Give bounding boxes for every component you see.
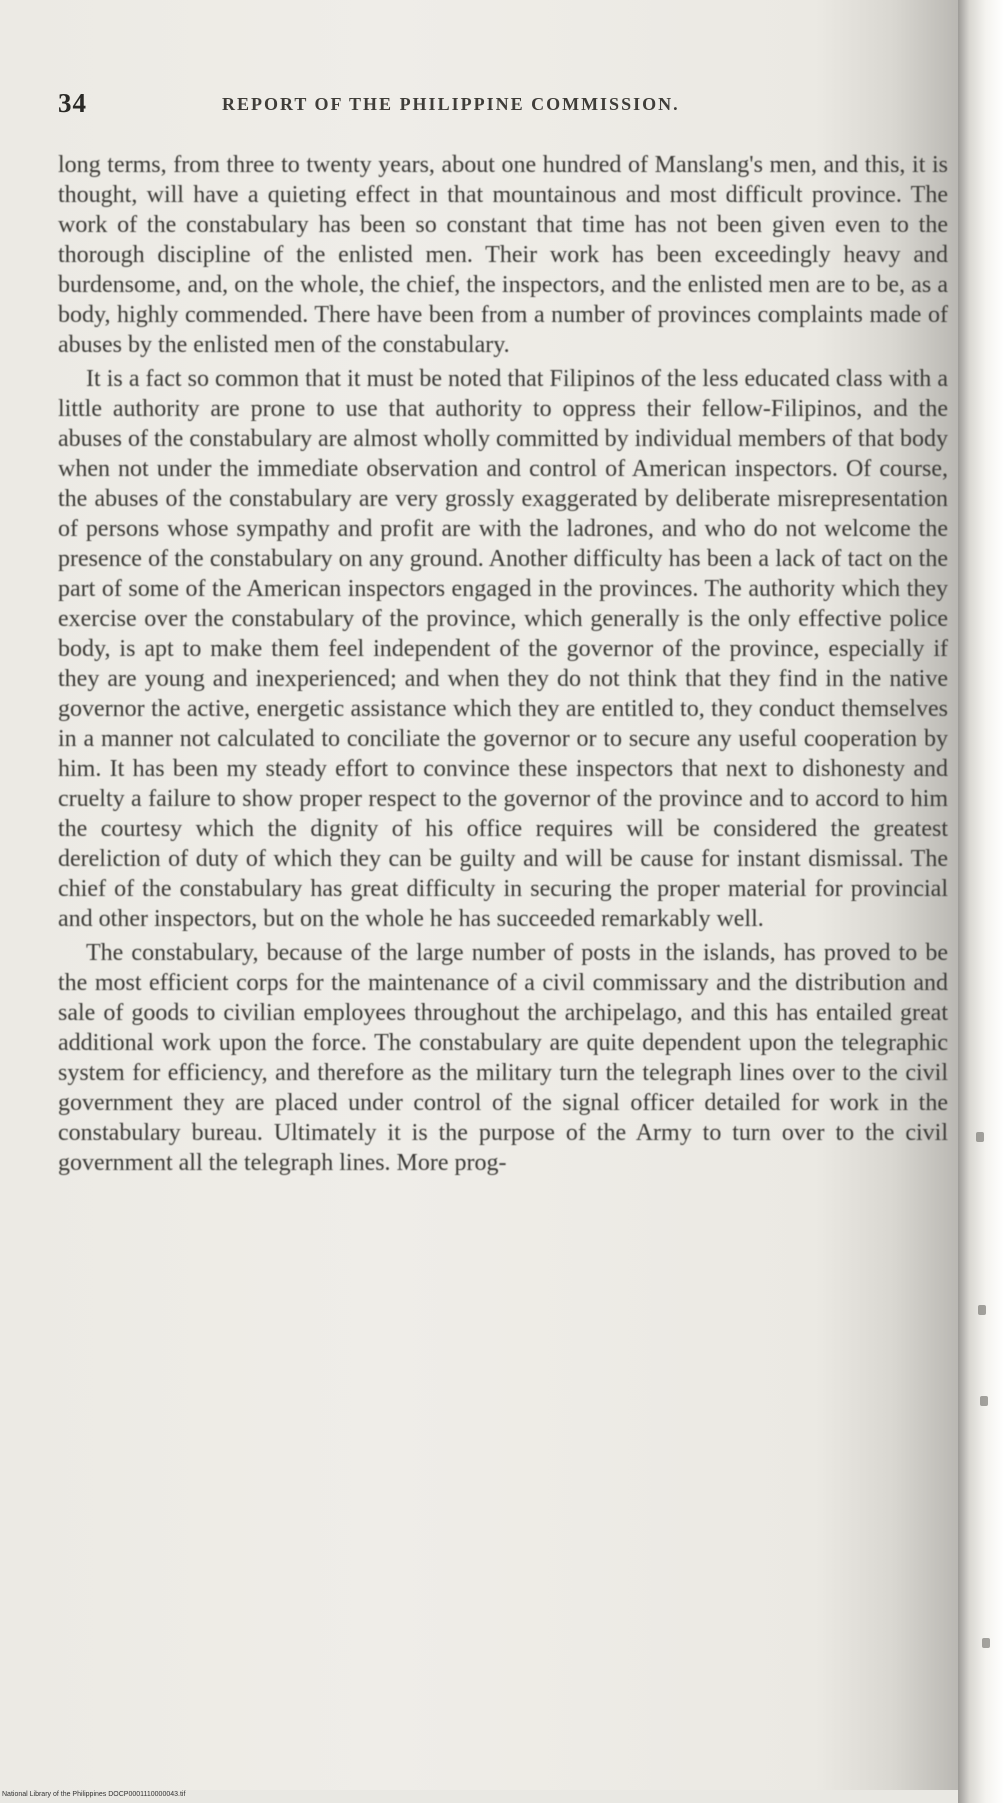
running-head: REPORT OF THE PHILIPPINE COMMISSION. — [222, 94, 680, 114]
page-number: 34 — [58, 88, 87, 118]
scan-credit: National Library of the Philippines DOCP0001110000043.tif — [2, 1791, 186, 1798]
book-spine-edge — [958, 0, 1004, 1803]
edge-mark — [980, 1396, 988, 1406]
body-text — [58, 150, 948, 1178]
page-header — [0, 88, 960, 128]
paragraph: It is a fact so common that it must be noted that Filipinos of the less educated class with a little authority are prone to use that authority to oppress their fellow-Filipinos, and the abuses of the constabulary are almost wholly committed by individual members of that body when not under the immediate observation and control of American inspectors. Of course, the abuses of the constabulary are very grossly exaggerated by deliberate misrepresentation of persons whose sympathy and profit are with the ladrones, and who do not welcome the presence of the constabulary on any ground. Another difficulty has been a lack of tact on the part of some of the American inspectors engaged in the provinces. The authority which they exercise over the constabulary of the province, which generally is the only effective police body, is apt to make them feel independent of the governor of the province, especially if they are young and inexperienced; and when they do not think that they find in the native governor the active, energetic assistance which they are entitled to, they conduct themselves in a manner not calculated to conciliate the governor or to secure any useful cooperation by him. It has been my steady effort to convince these inspectors that next to dishonesty and cruelty a failure to show proper respect to the governor of the province and to accord to him the courtesy which the dignity of his office requires will be considered the greatest dereliction of duty of which they can be guilty and will be cause for instant dismissal. The chief of the constabulary has great difficulty in securing the proper material for provincial and other inspectors, but on the whole he has succeeded remarkably well. — [58, 366, 948, 932]
paragraph: long terms, from three to twenty years, about one hundred of Manslang's men, and this, it is thought, will have a quieting effect in that mountainous and most difficult province. The work of the constabulary has been so constant that time has not been given even to the thorough discipline of the enlisted men. Their work has been exceedingly heavy and burdensome, and, on the whole, the chief, the inspectors, and the enlisted men are to be, as a body, highly commended. There have been from a number of provinces complaints made of abuses by the enlisted men of the constabulary. — [58, 152, 948, 358]
edge-mark — [976, 1132, 984, 1142]
paragraph: The constabulary, because of the large number of posts in the islands, has proved to be the most efficient corps for the maintenance of a civil commissary and the distribution and sale of goods to civilian employees throughout the archipelago, and this has entailed great additional work upon the force. The constabulary are quite dependent upon the telegraphic system for efficiency, and therefore as the military turn the telegraph lines over to the civil government they are placed under control of the signal officer detailed for work in the constabulary bureau. Ultimately it is the purpose of the Army to turn over to the civil government all the telegraph lines. More prog- — [58, 940, 948, 1176]
edge-mark — [982, 1638, 990, 1648]
edge-mark — [978, 1305, 986, 1315]
